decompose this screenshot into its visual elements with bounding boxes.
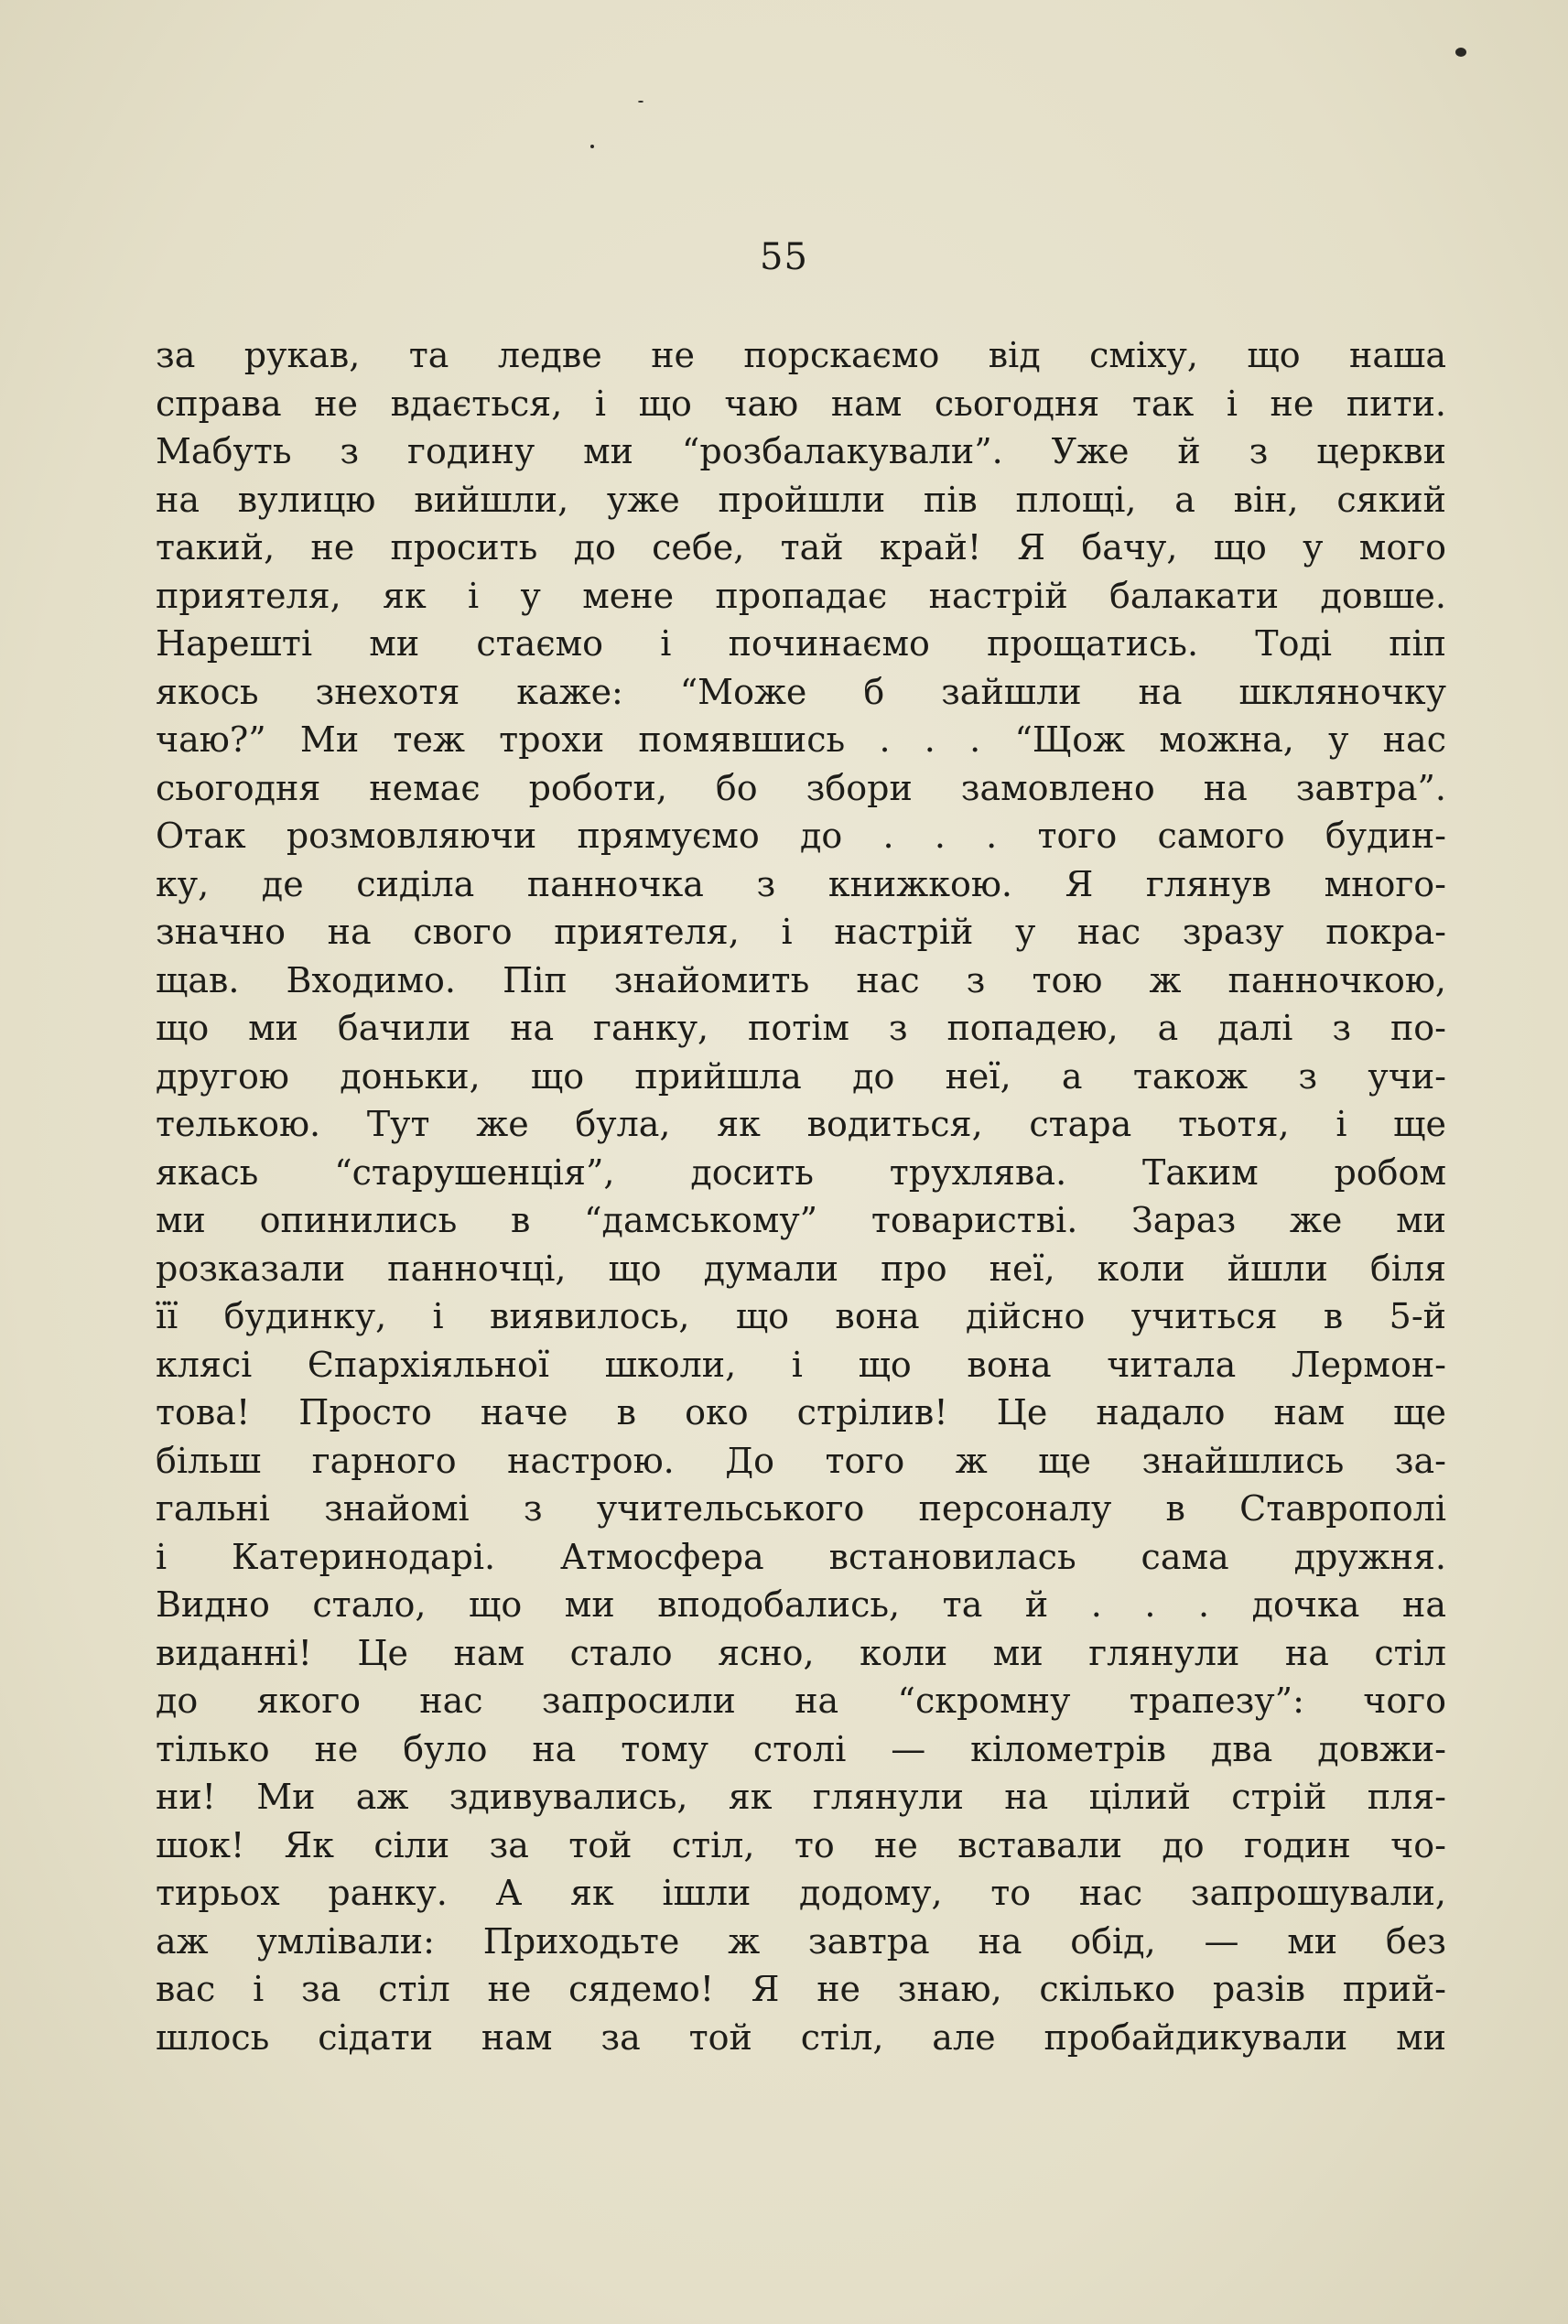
text-line: Нарешті ми стаємо і починаємо прощатись. Тоді піп xyxy=(156,623,1446,664)
ink-speck xyxy=(638,101,643,103)
text-line: що ми бачили на ганку, потім з попадею, а далі з по- xyxy=(156,1008,1446,1048)
body-text xyxy=(156,331,1446,2061)
text-line: ми опинились в “дамському” товаристві. Зараз же ми xyxy=(156,1200,1446,1240)
text-line: ни! Ми аж здивувались, як глянули на цілий стрій пля- xyxy=(156,1777,1446,1817)
text-line: Видно стало, що ми вподобались, та й . . . дочка на xyxy=(156,1584,1446,1625)
text-line: сьогодня немає роботи, бо збори замовлено на завтра”. xyxy=(156,767,1446,808)
text-line: телькою. Тут же була, як водиться, стара тьотя, і ще xyxy=(156,1104,1446,1144)
text-line: розказали панночці, що думали про неї, коли йшли біля xyxy=(156,1248,1446,1289)
ink-speck xyxy=(590,145,594,148)
text-line: більш гарного настрою. До того ж ще знайшлись за- xyxy=(156,1440,1446,1481)
text-line: її будинку, і виявилось, що вона дійсно учиться в 5-й xyxy=(156,1296,1446,1336)
text-line: і Катеринодарі. Атмосфера встановилась сама дружня. xyxy=(156,1536,1446,1577)
text-line: тілько не було на тому столі — кілометрів два довжи- xyxy=(156,1728,1446,1769)
text-line: това! Просто наче в око стрілив! Це надало нам ще xyxy=(156,1392,1446,1432)
text-line: вас і за стіл не сядемо! Я не знаю, скілько разів прий- xyxy=(156,1969,1446,2009)
text-line: гальні знайомі з учительського персоналу в Ставрополі xyxy=(156,1488,1446,1529)
text-line: такий, не просить до себе, тай край! Я бачу, що у мого xyxy=(156,527,1446,567)
text-line: значно на свого приятеля, і настрій у нас зразу покра- xyxy=(156,912,1446,952)
text-line: Мабуть з годину ми “розбалакували”. Уже й з церкви xyxy=(156,431,1446,471)
text-line: до якого нас запросили на “скромну трапезу”: чого xyxy=(156,1681,1446,1721)
text-line: Отак розмовляючи прямуємо до . . . того самого будин- xyxy=(156,816,1446,856)
text-line: за рукав, та ледве не порскаємо від сміху, що наша xyxy=(156,335,1446,375)
text-line: якось знехотя каже: “Може б зайшли на шкляночку xyxy=(156,671,1446,712)
text-line: шок! Як сіли за той стіл, то не вставали до годин чо- xyxy=(156,1824,1446,1865)
text-line: приятеля, як і у мене пропадає настрій балакати довше. xyxy=(156,575,1446,616)
text-line: на вулицю вийшли, уже пройшли пів площі, а він, сякий xyxy=(156,479,1446,520)
text-line: клясі Єпархіяльної школи, і що вона читала Лермон- xyxy=(156,1344,1446,1385)
text-line: справа не вдається, і що чаю нам сьогодня так і не пити. xyxy=(156,383,1446,424)
text-line: шлось сідати нам за той стіл, але пробайдикували ми xyxy=(156,2016,1446,2058)
text-line: якась “старушенція”, досить трухлява. Таким робом xyxy=(156,1151,1446,1193)
text-line: виданні! Це нам стало ясно, коли ми глянули на стіл xyxy=(156,1632,1446,1673)
text-line: тирьох ранку. А як ішли додому, то нас запрошували, xyxy=(156,1873,1446,1913)
text-line: аж умлівали: Приходьте ж завтра на обід, — ми без xyxy=(156,1920,1446,1962)
text-line: ку, де сиділа панночка з книжкою. Я глянув много- xyxy=(156,863,1446,904)
ink-speck xyxy=(1455,48,1466,57)
text-line: щав. Входимо. Піп знайомить нас з тою ж панночкою, xyxy=(156,959,1446,1000)
text-line: чаю?” Ми теж трохи помявшись . . . “Щож можна, у нас xyxy=(156,719,1446,760)
text-line: другою доньки, що прийшла до неї, а також з учи- xyxy=(156,1055,1446,1097)
page-number: 55 xyxy=(760,236,808,278)
